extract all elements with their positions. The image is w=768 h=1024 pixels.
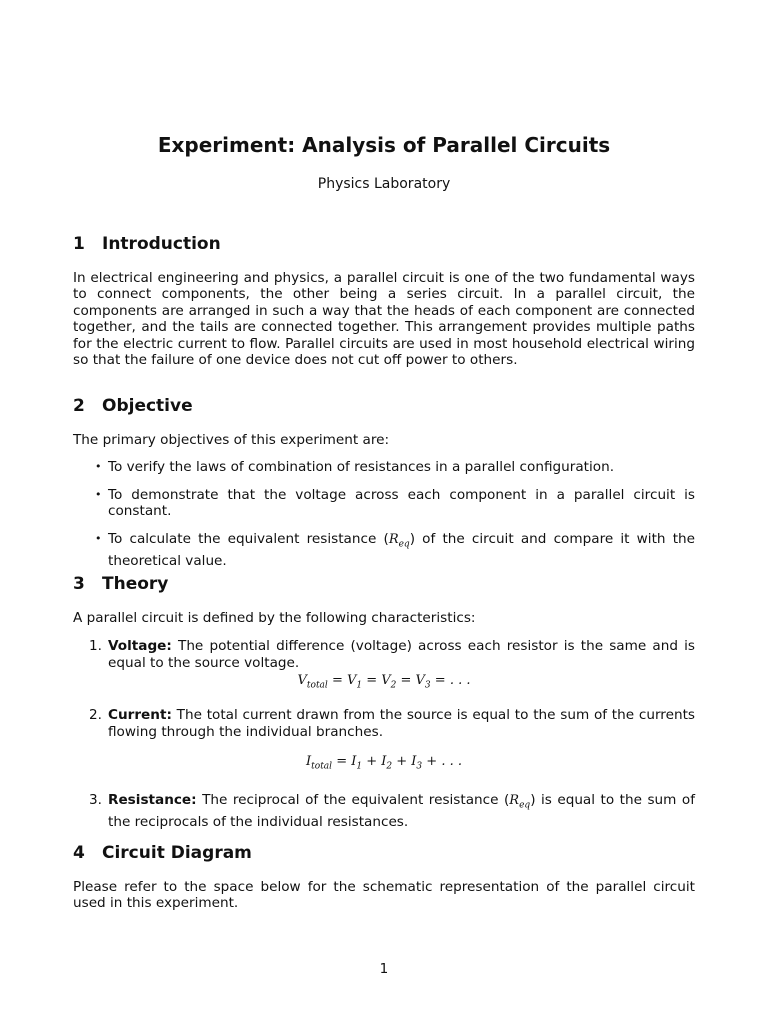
section-circuit-diagram	[73, 842, 695, 912]
list-item-text-before: The reciprocal of the equivalent resistance (	[202, 792, 510, 809]
math-subscript: eq	[519, 800, 531, 811]
objective-list	[73, 459, 695, 569]
list-item	[73, 638, 695, 694]
section-title: Circuit Diagram	[102, 843, 252, 863]
equation-subscript: 2	[390, 680, 397, 691]
list-item-number: 2.	[89, 707, 102, 724]
section-heading	[73, 842, 695, 864]
list-item-term: Resistance:	[108, 792, 197, 809]
theory-list	[73, 638, 695, 830]
section-number: 4	[73, 843, 85, 863]
section-number: 1	[73, 234, 85, 254]
section-theory	[73, 573, 695, 830]
equation-text: $V_{total} = V_1 = V_2 = V_3$ = . . .	[297, 673, 471, 691]
list-item-term: Current:	[108, 707, 172, 724]
section-title: Objective	[102, 396, 193, 416]
equation-subscript: 1	[356, 761, 363, 772]
list-item	[73, 792, 695, 830]
list-item-text: The potential difference (voltage) across each resistor is the same and is equal to the source voltage.	[108, 638, 695, 671]
section-title: Theory	[102, 574, 169, 594]
list-item-text-before: To calculate the equivalent resistance (	[108, 530, 389, 547]
list-item	[73, 487, 695, 520]
equation-subscript: 2	[386, 761, 393, 772]
math-req	[509, 793, 531, 811]
section-heading	[73, 573, 695, 595]
list-item-text: The total current drawn from the source is equal to the sum of the currents flowing through the individual branches.	[108, 707, 695, 740]
list-item	[73, 531, 695, 569]
page-number: 1	[379, 961, 389, 977]
math-symbol: R	[388, 531, 399, 547]
equation-text: $I_{total} = I_1 + I_2 + I_3$ + . . .	[306, 754, 462, 772]
voltage-equation	[73, 673, 695, 694]
equation-subscript: 3	[416, 761, 423, 772]
objective-intro: The primary objectives of this experiment are:	[73, 432, 390, 448]
document-subtitle: Physics Laboratory	[317, 176, 451, 192]
current-equation	[73, 754, 695, 775]
section-heading	[73, 395, 695, 417]
introduction-paragraph: In electrical engineering and physics, a parallel circuit is one of the two fundamental ways to connect components, the other being a series circuit. In a parallel circuit, the components are arranged in such a way that the heads of each component are connected together, and the tails are connected together. This arrangement provides multiple paths for the electric current to flow. Parallel circuits are used in most household electrical wiring so that the failure of one device does not cut off power to others.	[73, 270, 695, 369]
section-introduction	[73, 233, 695, 368]
list-item-text: To verify the laws of combination of resistances in a parallel configuration.	[108, 459, 615, 476]
list-item-term: Voltage:	[108, 638, 172, 655]
list-item-text-after: ) of the circuit and compare it with the theoretical value.	[108, 530, 695, 569]
math-subscript: eq	[398, 539, 410, 550]
list-item-number: 3.	[89, 792, 102, 809]
document-page	[73, 0, 695, 1024]
list-item	[73, 707, 695, 775]
section-number: 3	[73, 574, 85, 594]
bullet-icon: •	[95, 460, 102, 474]
equation-subscript: total	[306, 680, 328, 691]
list-item-text-after: ) is equal to the sum of the reciprocals of the individual resistances.	[108, 792, 695, 831]
bullet-icon: •	[95, 487, 102, 501]
math-symbol: R	[509, 793, 520, 809]
list-item-text: To demonstrate that the voltage across each component in a parallel circuit is constant.	[108, 486, 695, 520]
list-item	[73, 459, 695, 475]
section-heading	[73, 233, 695, 255]
section-objective	[73, 395, 695, 569]
math-req	[388, 531, 410, 550]
equation-subscript: total	[311, 761, 333, 772]
document-title: Experiment: Analysis of Parallel Circuits	[157, 133, 611, 157]
section-number: 2	[73, 396, 85, 416]
bullet-icon: •	[95, 531, 102, 545]
section-title: Introduction	[102, 234, 221, 254]
equation-subscript: 3	[424, 680, 431, 691]
circuit-diagram-paragraph: Please refer to the space below for the schematic representation of the parallel circuit used in this experiment.	[73, 879, 695, 912]
theory-intro: A parallel circuit is defined by the following characteristics:	[73, 610, 476, 626]
equation-subscript: 1	[356, 680, 363, 691]
list-item-number: 1.	[89, 638, 102, 655]
